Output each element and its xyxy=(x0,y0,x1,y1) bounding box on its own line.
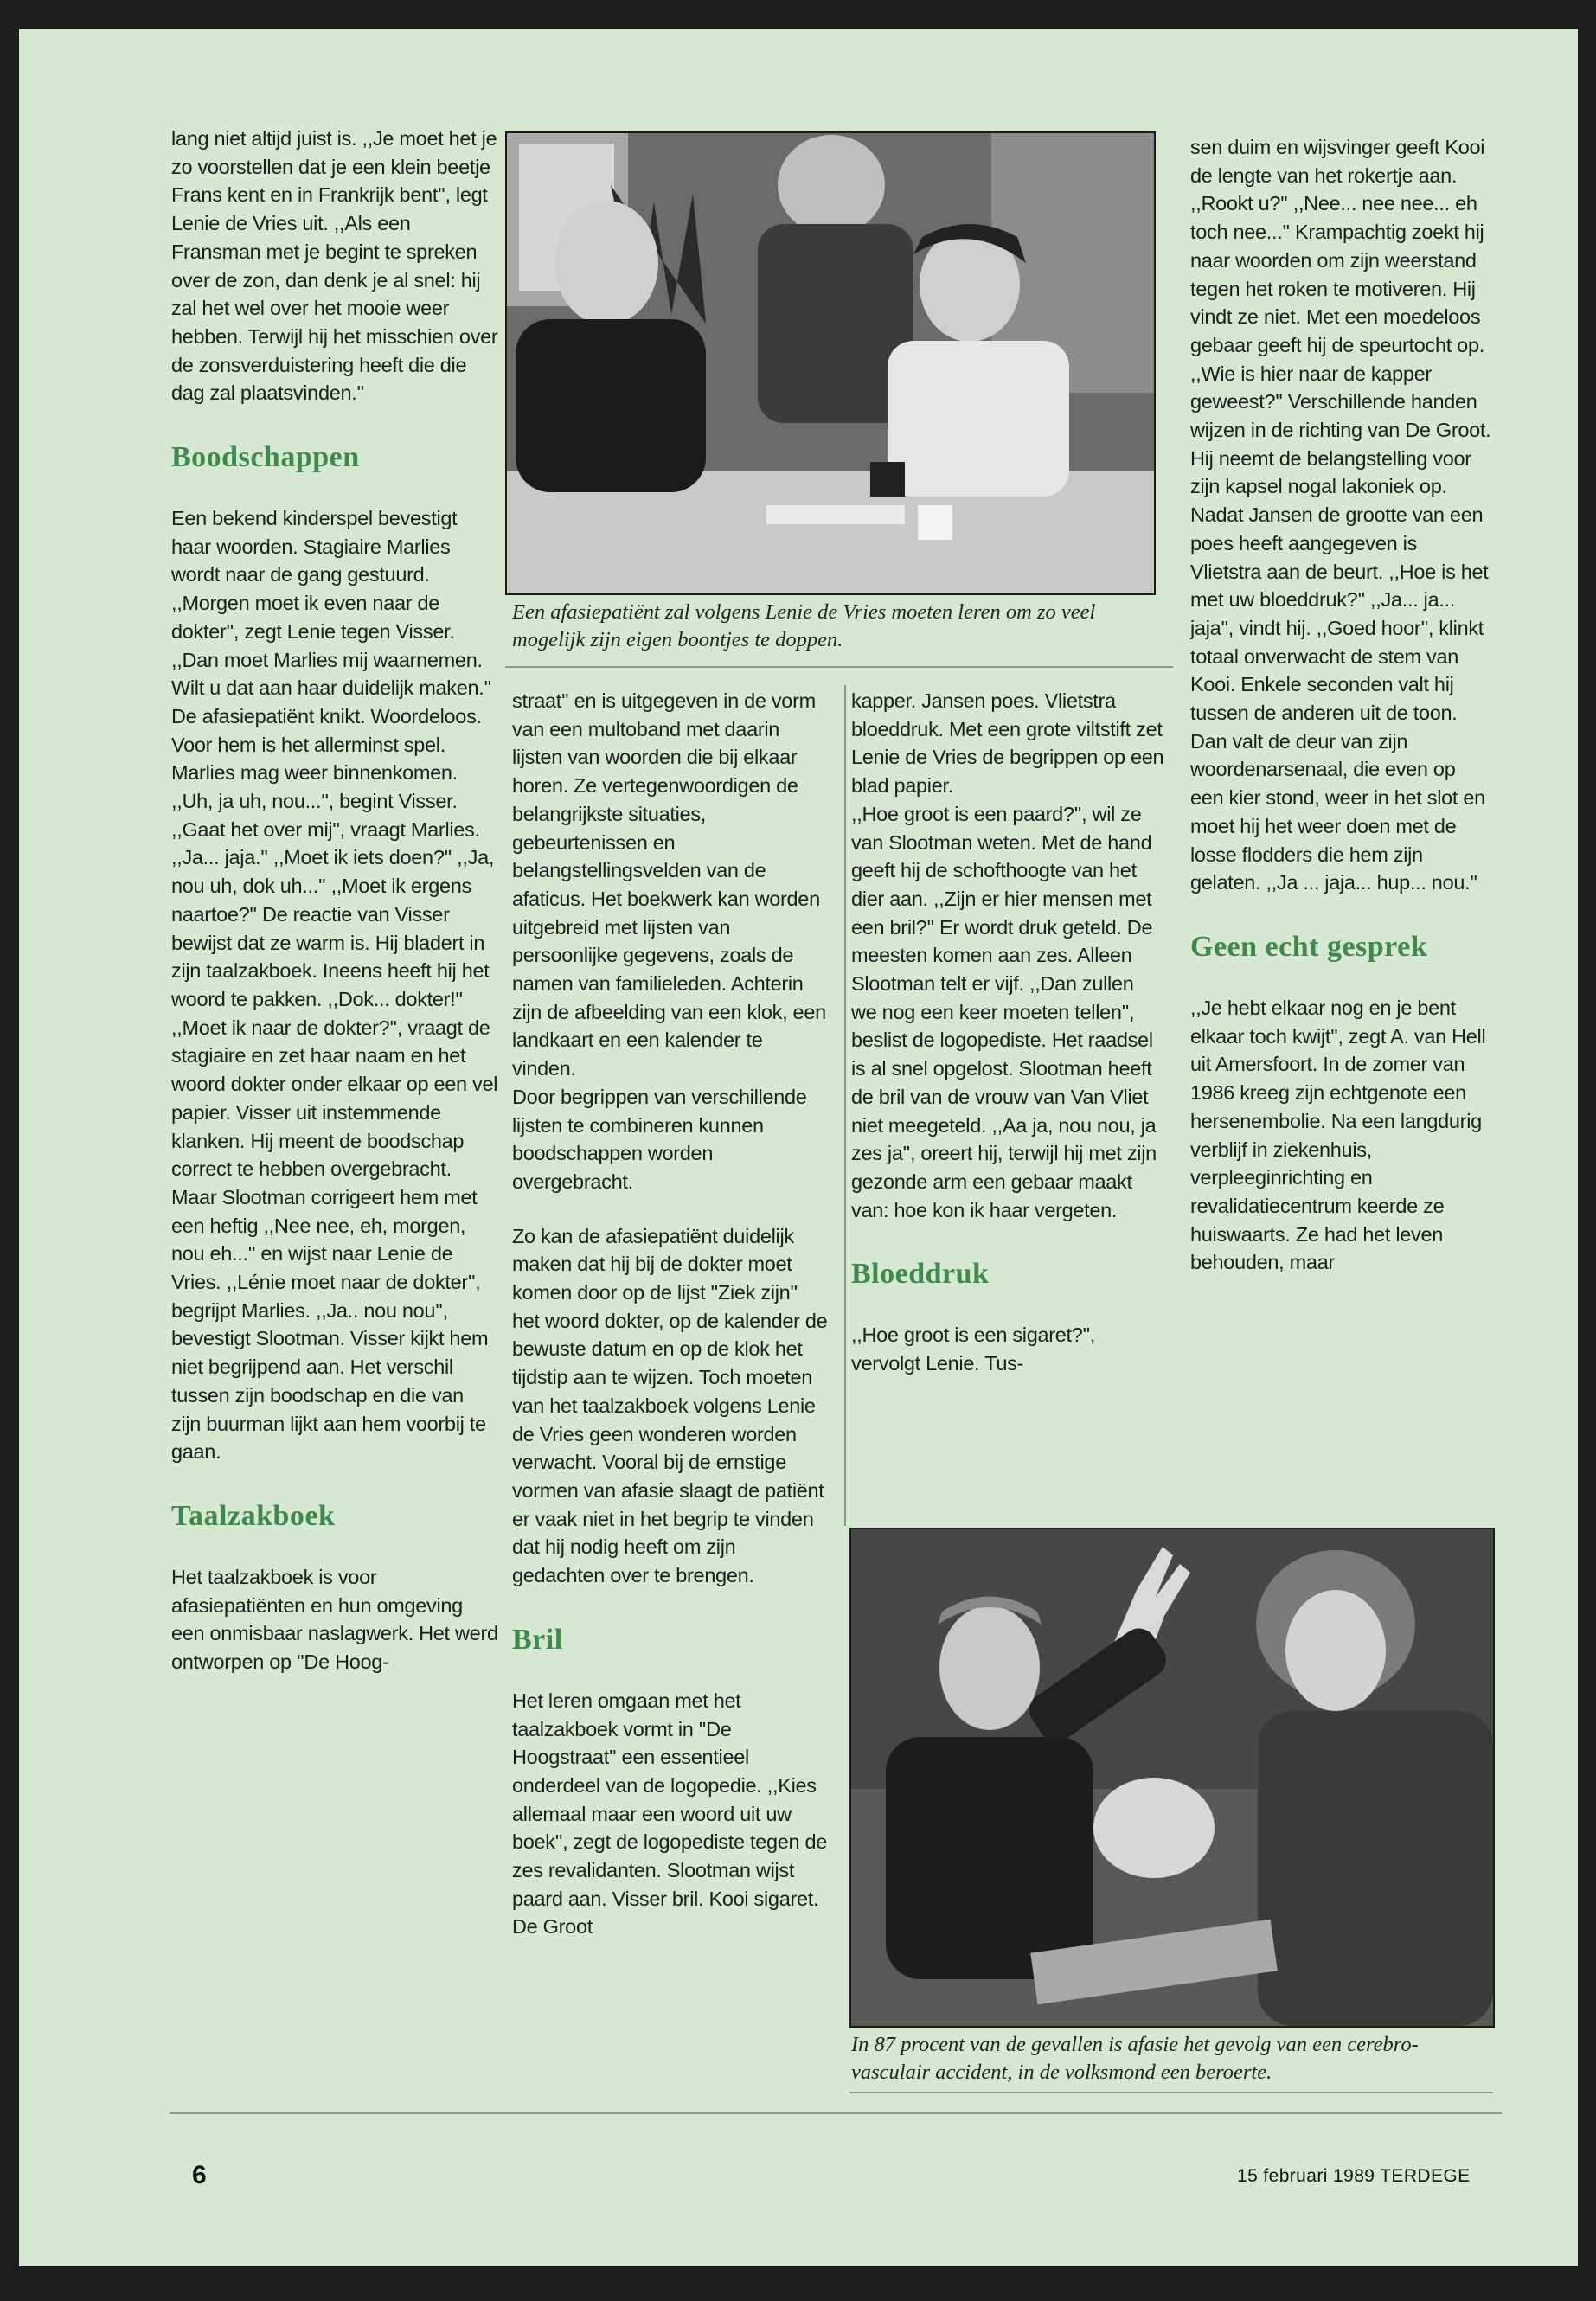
paragraph: ,,Moet ik naar de dokter?'', vraagt de stagiaire en zet haar naam en het woord dokter onder elkaar op een vel papier. Visser uit instemmende klanken. Hij meent de boodschap correct te hebben overgebracht. Maar Slootman corrigeert hem met een heftig ,,Nee nee, eh, morgen, nou eh...'' en wijst naar Lenie de Vries. ,,Lénie moet naar de dokter'', begrijpt Marlies. ,,Ja.. nou nou'', bevestigt Slootman. Visser kijkt hem niet begrijpend aan. Het verschil tussen zijn boodschap en die van zijn buurman lijkt aan hem voorbij te gaan. xyxy=(171,1016,498,1464)
paragraph: Marlies mag weer binnenkomen. ,,Uh, ja uh, nou...'', begint Visser. xyxy=(171,761,458,813)
paragraph: Het leren omgaan met het taalzakboek vormt in ''De Hoogstraat'' een essentieel onderdeel van de logopedie. ,,Kies allemaal maar een woord uit uw boek'', zegt de logopediste tegen de zes revalidanten. Slootman wijst paard aan. Visser bril. Kooi sigaret. De Groot xyxy=(512,1689,828,1939)
paragraph: lang niet altijd juist is. ,,Je moet het je zo voorstellen dat je een klein beetje Frans kent en in Frankrijk bent'', legt Lenie de Vries uit. ,,Als een Fransman met je begint te spreken over de zon, dan denk je al snel: hij zal het wel over het mooie weer hebben. Terwijl hij het misschien over de zonsverduistering heeft die die dag zal plaatsvinden.'' xyxy=(171,127,498,405)
column-1 xyxy=(171,125,498,1676)
magazine-page xyxy=(19,29,1578,2266)
paragraph: Een bekend kinderspel bevestigt haar woorden. Stagiaire Marlies wordt naar de gang gestuurd. ,,Morgen moet ik even naar de dokter'', zegt Lenie tegen Visser. ,,Dan moet Marlies mij waarnemen. Wilt u dat aan haar duidelijk maken.'' De afasiepatiënt knikt. Woordeloos. Voor hem is het allerminst spel. xyxy=(171,507,491,756)
paragraph: sen duim en wijsvinger geeft Kooi de lengte van het rokertje aan. ,,Rookt u?'' ,,Nee... nee nee... eh toch nee...'' Krampachtig zoekt hij naar woorden om zijn weerstand tegen het roken te motiveren. Hij vindt ze niet. Met een moedeloos gebaar geeft hij de speurtocht op. ,,Wie is hier naar de kapper geweest?'' Verschillende handen wijzen in de richting van De Groot. Hij neemt de belangstelling voor zijn kapsel nogal lakoniek op. xyxy=(1190,136,1491,498)
photo-man-gesturing xyxy=(849,1528,1495,2028)
section-heading: Bloeddruk xyxy=(851,1258,990,1291)
column-divider xyxy=(844,685,846,1526)
section-heading: Taalzakboek xyxy=(171,1499,336,1532)
photo-group-at-table xyxy=(505,131,1156,595)
paragraph: kapper. Jansen poes. Vlietstra bloeddruk. Met een grote viltstift zet Lenie de Vries de begrippen op een blad papier. xyxy=(851,689,1164,798)
section-heading: Geen echt gesprek xyxy=(1190,930,1428,963)
page-bottom-rule xyxy=(170,2112,1502,2114)
section-heading: Bril xyxy=(512,1623,563,1656)
paragraph: Door begrippen van verschillende lijsten te combineren kunnen boodschappen worden overgebracht. xyxy=(512,1085,807,1193)
paragraph: ,,Gaat het over mij'', vraagt Marlies. ,,Ja... jaja.'' ,,Moet ik iets doen?'' ,,Ja, nou uh, dok uh...'' ,,Moet ik ergens naartoe?'' De reactie van Visser bewijst dat ze warm is. Hij bladert in zijn taalzakboek. Ineens heeft hij het woord te pakken. ,,Dok... dokter!'' xyxy=(171,817,495,1010)
photo-caption-bottom: In 87 procent van de gevallen is afasie het gevolg van een cerebro-vasculair accident, in de volksmond een beroerte. xyxy=(851,2033,1419,2084)
paragraph: Nadat Jansen de grootte van een poes heeft aangegeven is Vlietstra aan de beurt. ,,Hoe is het met uw bloeddruk?'' ,,Ja... ja... jaja'', vindt hij. ,,Goed hoor'', klinkt totaal onverwacht de stem van Kooi. Enkele seconden valt hij tussen de anderen uit de toon. Dan valt de deur van zijn woordenarsenaal, die even op een kier stond, weer in het slot en moet hij het weer doen met de losse flodders die hem zijn gelaten. ,,Ja ... jaja... hup... nou.'' xyxy=(1190,503,1489,894)
caption-underline xyxy=(849,2092,1493,2093)
column-3 xyxy=(851,687,1164,1378)
issue-info: 15 februari 1989 TERDEGE xyxy=(1237,2166,1471,2186)
paragraph: ,,Hoe groot is een paard?'', wil ze van Slootman weten. Met de hand geeft hij de schofthoogte van het dier aan. ,,Zijn er hier mensen met een bril?'' Er wordt druk geteld. De meesten komen aan zes. Alleen Slootman telt er vijf. ,,Dan zullen we nog een keer moeten tellen'', beslist de logopediste. Het raadsel is al snel opgelost. Slootman heeft de bril van de vrouw van Van Vliet niet meegeteld. ,,Aa ja, nou nou, ja zes ja'', oreert hij, terwijl hij met zijn gezonde arm een gebaar maakt van: hoe kon ik haar vergeten. xyxy=(851,802,1157,1221)
paragraph: ,,Hoe groot is een sigaret?'', vervolgt Lenie. Tus- xyxy=(851,1324,1096,1375)
section-heading: Boodschappen xyxy=(171,441,360,474)
column-2 xyxy=(512,687,829,1941)
photo-image xyxy=(851,1529,1493,2026)
column-4 xyxy=(1190,133,1493,1277)
paragraph: ,,Je hebt elkaar nog en je bent elkaar toch kwijt'', zegt A. van Hell uit Amersfoort. In de zomer van 1986 kreeg zijn echtgenote een hersenembolie. Na een langdurig verblijf in ziekenhuis, verpleeginrichting en revalidatiecentrum keerde ze huiswaarts. Ze had het leven behouden, maar xyxy=(1190,996,1486,1274)
column-divider xyxy=(505,666,1173,668)
paragraph: Zo kan de afasiepatiënt duidelijk maken dat hij bij de dokter moet komen door op de lijst ''Ziek zijn'' het woord dokter, op de kalender de bewuste datum en op de klok het tijdstip aan te wijzen. Toch moeten van het taalzakboek volgens Lenie de Vries geen wonderen worden verwacht. Vooral bij de ernstige vormen van afasie slaagt de patiënt er vaak niet in het begrip te vinden dat hij nodig heeft om zijn gedachten over te brengen. xyxy=(512,1224,828,1587)
photo-caption-top: Een afasiepatiënt zal volgens Lenie de Vries moeten leren om zo veel mogelijk zijn eigen boontjes te doppen. xyxy=(512,600,1096,651)
photo-image xyxy=(507,133,1154,593)
paragraph: Het taalzakboek is voor afasiepatiënten en hun omgeving een onmisbaar naslagwerk. Het werd ontworpen op ''De Hoog- xyxy=(171,1565,498,1674)
paragraph: straat'' en is uitgegeven in de vorm van een multoband met daarin lijsten van woorden die bij elkaar horen. Ze vertegenwoordigen de belangrijkste situaties, gebeurtenissen en belangstellingsvelden van de afaticus. Het boekwerk kan worden uitgebreid met lijsten van persoonlijke gegevens, zoals de namen van familieleden. Achterin zijn de afbeelding van een klok, een landkaart en een kalender te vinden. xyxy=(512,689,826,1080)
page-number: 6 xyxy=(192,2161,207,2189)
